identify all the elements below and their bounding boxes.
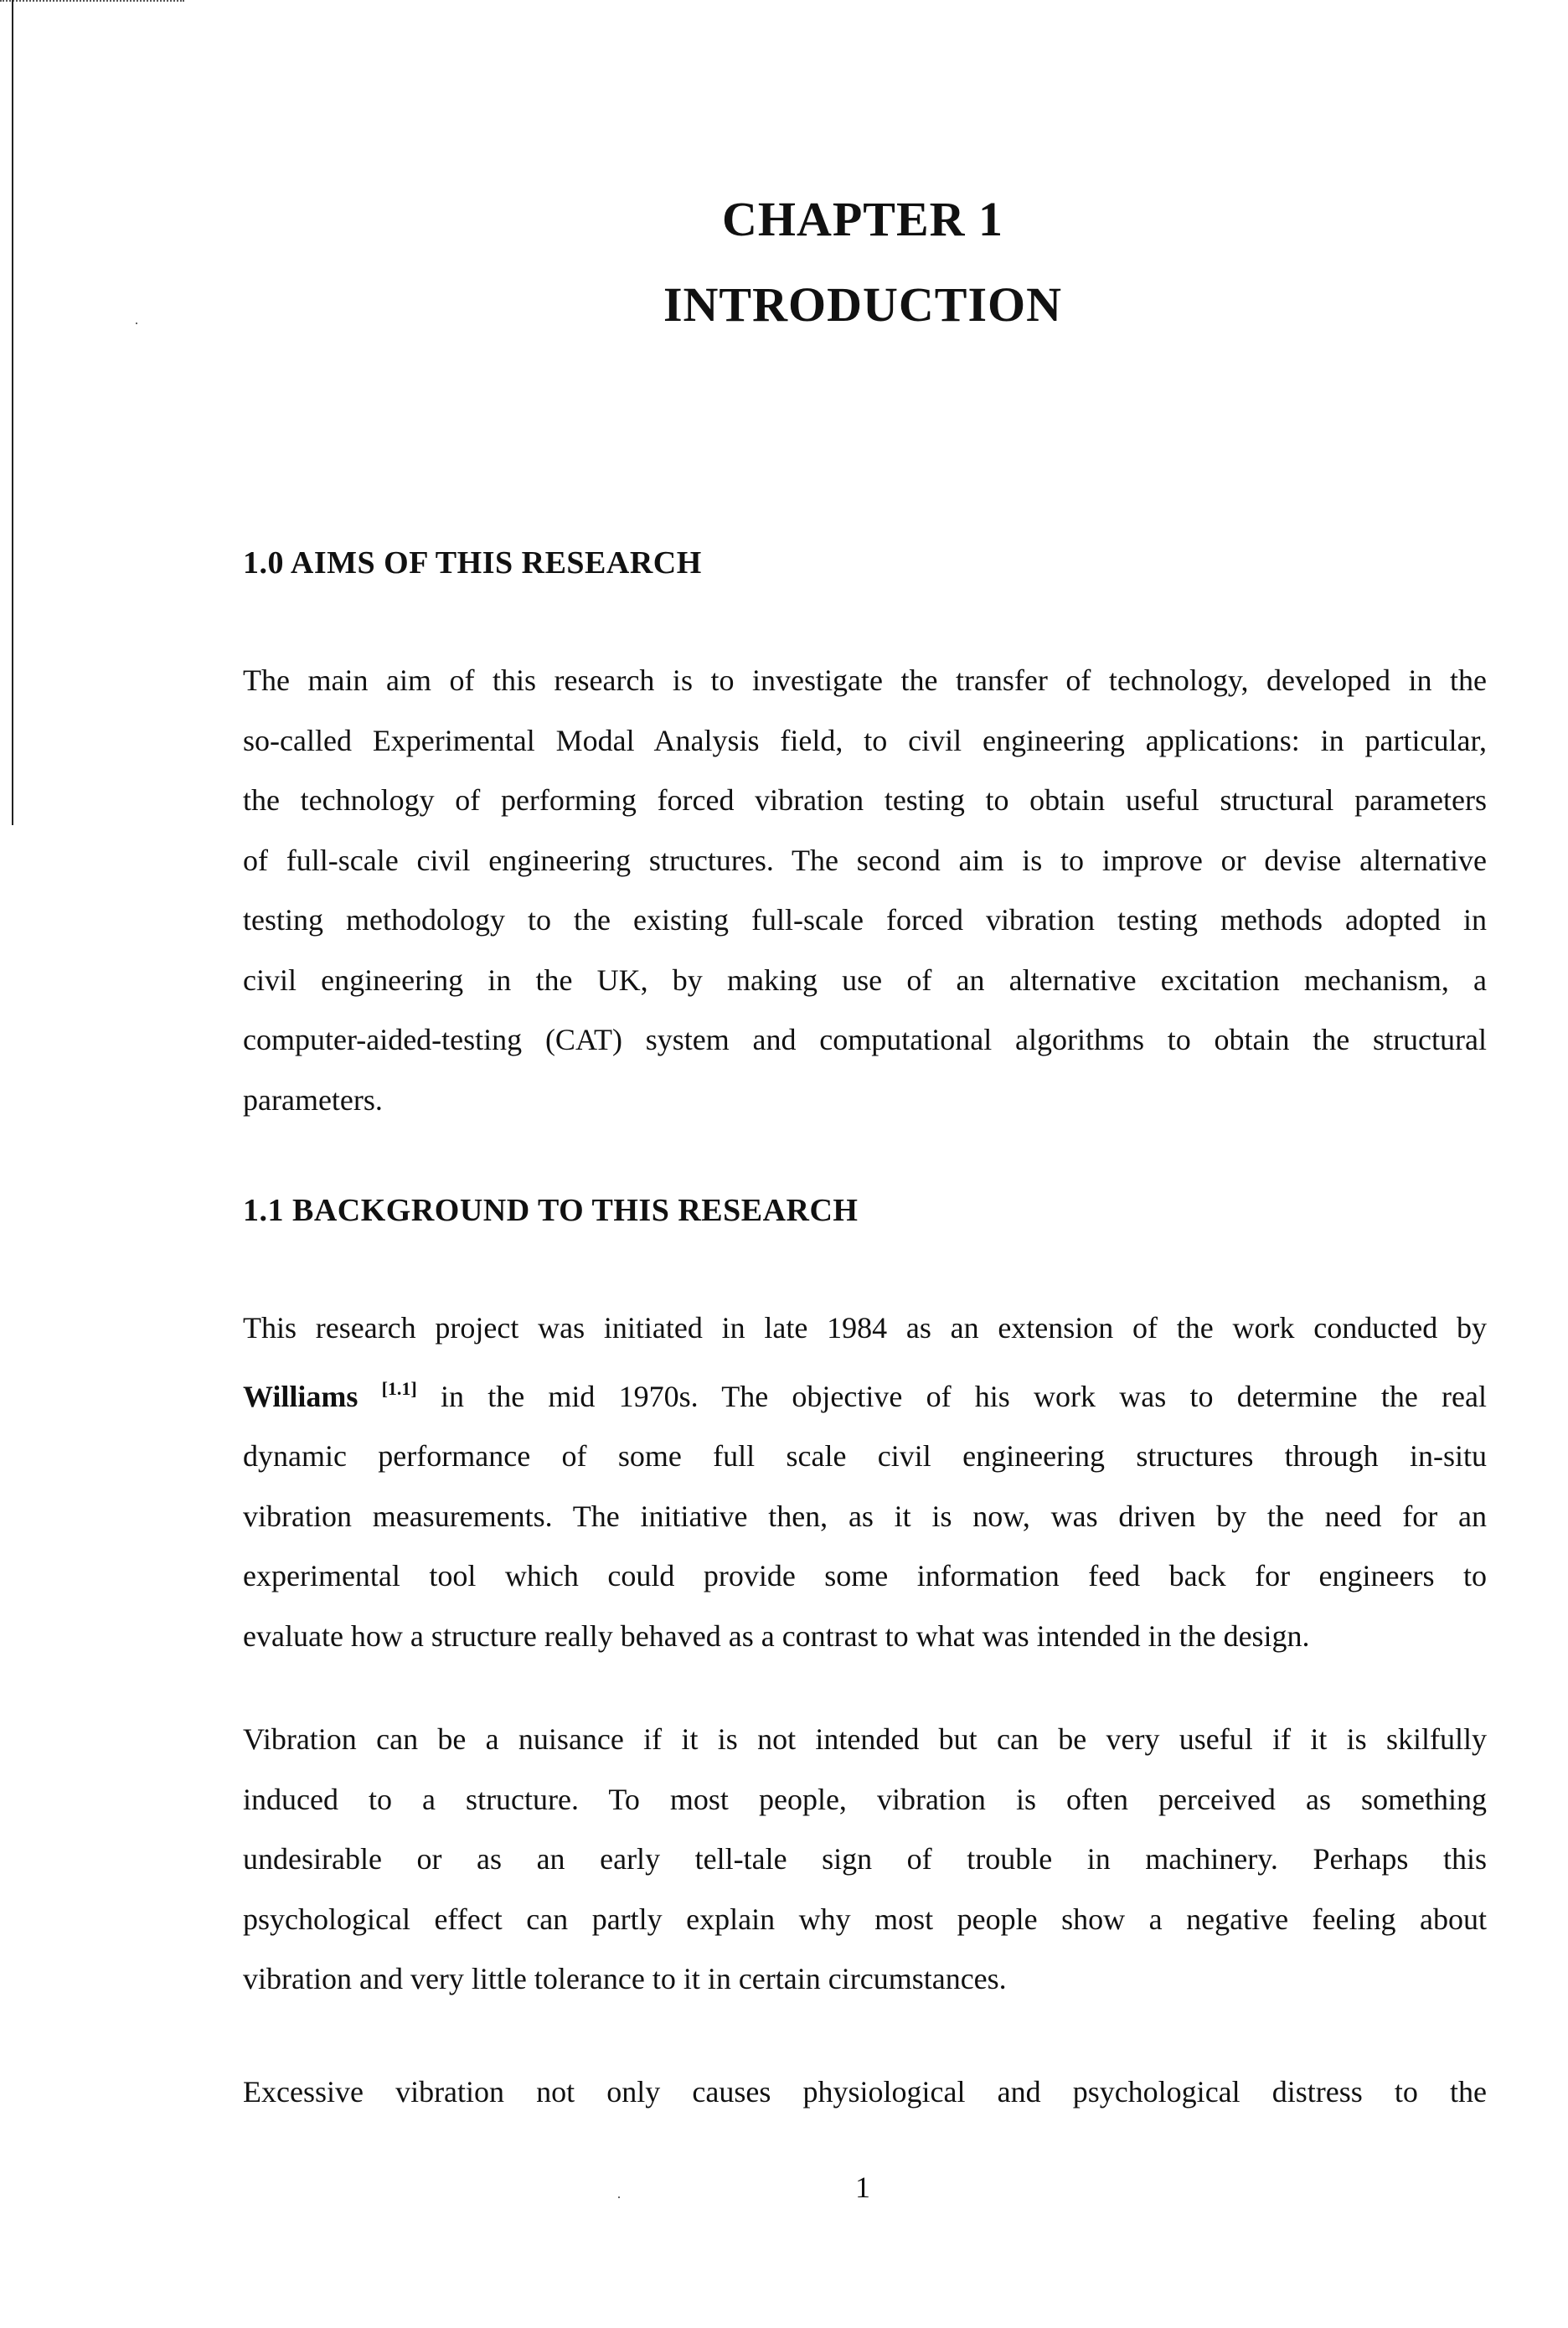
text-line: Vibration can be a nuisance if it is not intended but can be very useful if it is skilfully: [243, 1722, 1487, 1756]
chapter-title: INTRODUCTION: [663, 277, 1063, 332]
text-line: parameters.: [243, 1082, 383, 1117]
citation-reference: [1.1]: [381, 1377, 417, 1399]
text-line: induced to a structure. To most people, vibration is often perceived as something: [243, 1782, 1487, 1816]
text-line: evaluate how a structure really behaved as a contrast to what was intended in the design.: [243, 1618, 1310, 1653]
text-segment: in the mid 1970s. The objective of his work was to determine the real: [416, 1379, 1488, 1413]
text-line: experimental tool which could provide some information feed back for engineers to: [243, 1559, 1487, 1592]
text-line: vibration measurements. The initiative then, as it is now, was driven by the need for an: [243, 1499, 1487, 1533]
text-line: computer-aided-testing (CAT) system and computational algorithms to obtain the structural: [243, 1023, 1487, 1056]
text-line: the technology of performing forced vibration testing to obtain useful structural parameters: [243, 783, 1487, 817]
author-name: Williams: [243, 1379, 358, 1413]
text-line: dynamic performance of some full scale civil engineering structures through in-situ: [243, 1439, 1487, 1473]
section-heading-background: 1.1 BACKGROUND TO THIS RESEARCH: [243, 1193, 859, 1228]
paragraph-background-1: [243, 1298, 1487, 1666]
text-line: civil engineering in the UK, by making use of an alternative excitation mechanism, a: [243, 963, 1487, 997]
text-line: so-called Experimental Modal Analysis field, to civil engineering applications: in particular,: [243, 723, 1487, 757]
paragraph-aims: [243, 651, 1487, 1130]
text-line-with-citation: [243, 1359, 1487, 1427]
text-line: undesirable or as an early tell-tale sign of trouble in machinery. Perhaps this: [243, 1842, 1487, 1876]
text-line: Excessive vibration not only causes physiological and psychological distress to the: [243, 2075, 1487, 2109]
paragraph-background-3: [243, 2062, 1487, 2123]
text-line: This research project was initiated in late 1984 as an extension of the work conducted by: [243, 1311, 1487, 1345]
section-heading-aims: 1.0 AIMS OF THIS RESEARCH: [243, 545, 702, 581]
scan-edge-line: [12, 0, 13, 825]
text-line: of full-scale civil engineering structures. The second aim is to improve or devise alternative: [243, 843, 1487, 877]
chapter-number: CHAPTER 1: [721, 192, 1004, 246]
scan-artifact-top: [0, 0, 184, 7]
text-line: The main aim of this research is to investigate the transfer of technology, developed in the: [243, 663, 1487, 697]
page-number: 1: [855, 2171, 870, 2204]
text-line: psychological effect can partly explain why most people show a negative feeling about: [243, 1902, 1487, 1936]
paragraph-background-2: [243, 1710, 1487, 2010]
text-line: vibration and very little tolerance to it in certain circumstances.: [243, 1962, 1007, 1995]
text-line: testing methodology to the existing full-scale forced vibration testing methods adopted in: [243, 903, 1487, 937]
